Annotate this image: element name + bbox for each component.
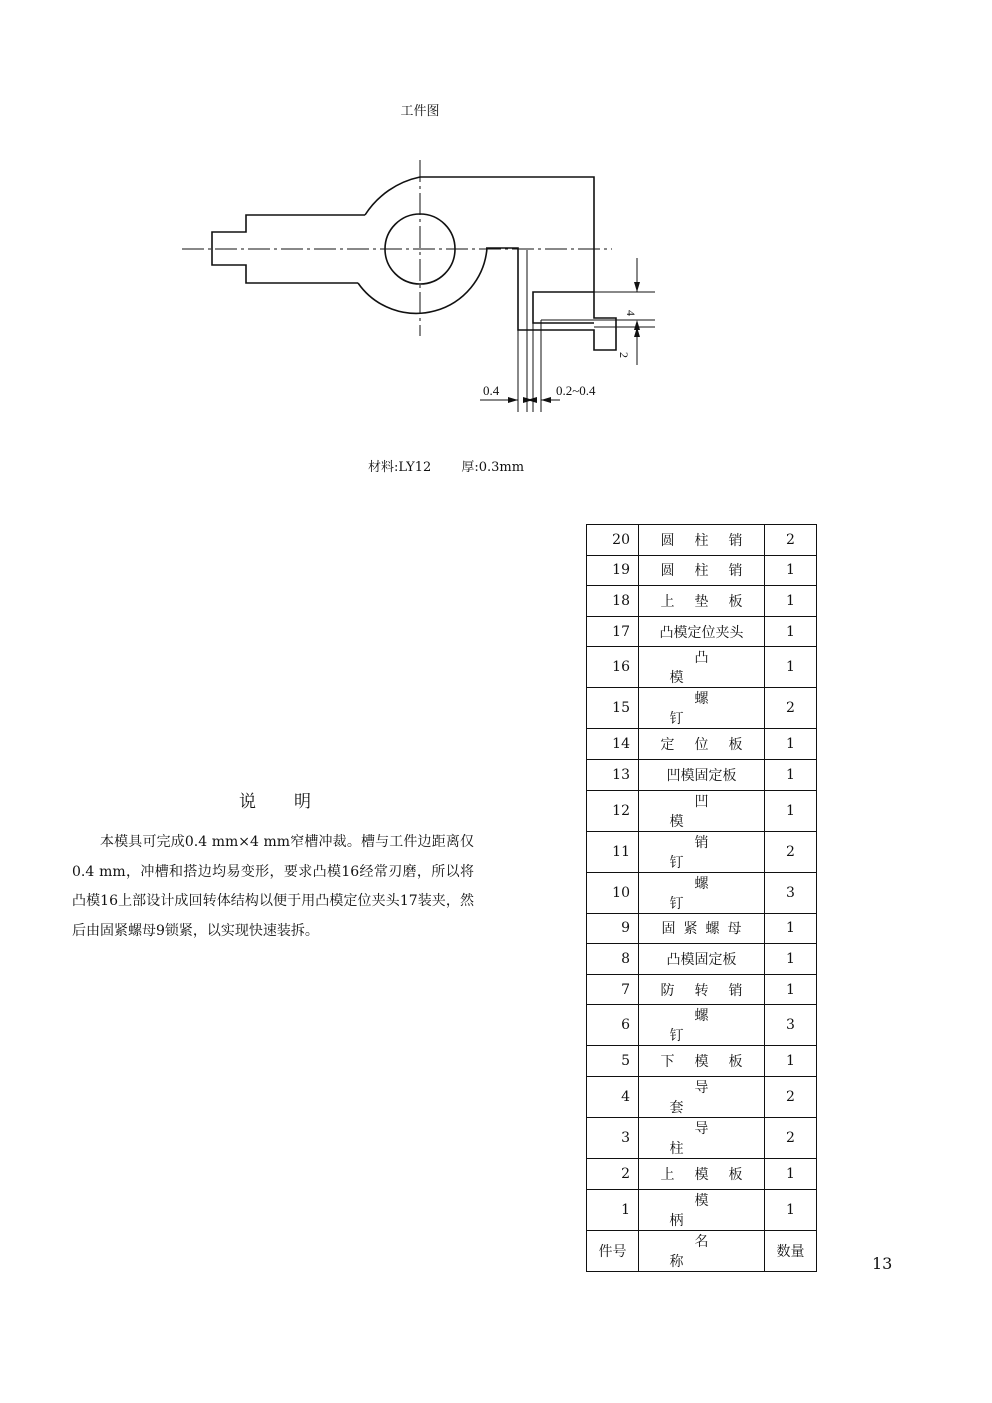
parts-cell-qty: 1 [765, 616, 817, 647]
parts-cell-num: 16 [587, 647, 639, 688]
parts-cell-name: 凸模固定板 [639, 944, 765, 975]
note-heading: 说明 [239, 792, 349, 812]
parts-cell-num: 2 [587, 1158, 639, 1189]
parts-cell-name: 圆柱销 [639, 555, 765, 586]
parts-cell-name: 凸模 [639, 647, 765, 688]
drawing-title: 工件图 [400, 104, 440, 119]
table-row [587, 872, 817, 913]
parts-cell-qty: 1 [765, 555, 817, 586]
parts-cell-num: 18 [587, 586, 639, 617]
parts-cell-name: 固紧螺母 [639, 913, 765, 944]
table-row [587, 1158, 817, 1189]
parts-header-num: 件号 [587, 1230, 639, 1271]
parts-cell-name: 圆柱销 [639, 525, 765, 556]
parts-cell-qty: 1 [765, 1189, 817, 1230]
parts-cell-num: 11 [587, 831, 639, 872]
parts-cell-name: 凹模固定板 [639, 759, 765, 790]
parts-cell-qty: 2 [765, 831, 817, 872]
parts-cell-num: 10 [587, 872, 639, 913]
dim-4: 4 [624, 310, 638, 316]
parts-cell-name: 导套 [639, 1076, 765, 1117]
parts-cell-name: 螺钉 [639, 872, 765, 913]
table-row [587, 974, 817, 1005]
parts-cell-num: 13 [587, 759, 639, 790]
parts-cell-qty: 2 [765, 1076, 817, 1117]
parts-cell-qty: 1 [765, 944, 817, 975]
table-row [587, 1189, 817, 1230]
parts-cell-qty: 2 [765, 688, 817, 729]
parts-cell-num: 7 [587, 974, 639, 1005]
parts-cell-qty: 1 [765, 759, 817, 790]
parts-cell-qty: 1 [765, 1046, 817, 1077]
table-row [587, 647, 817, 688]
table-row [587, 688, 817, 729]
parts-table [586, 524, 817, 1272]
table-row [587, 555, 817, 586]
parts-cell-num: 1 [587, 1189, 639, 1230]
dim-0-4: 0.4 [483, 383, 500, 398]
parts-cell-num: 5 [587, 1046, 639, 1077]
parts-cell-name: 螺钉 [639, 1005, 765, 1046]
parts-cell-name: 销钉 [639, 831, 765, 872]
table-row [587, 790, 817, 831]
parts-cell-name: 定位板 [639, 729, 765, 760]
dim-2: 2 [617, 352, 631, 358]
parts-cell-qty: 2 [765, 525, 817, 556]
parts-cell-name: 防转销 [639, 974, 765, 1005]
parts-cell-num: 19 [587, 555, 639, 586]
parts-cell-qty: 1 [765, 913, 817, 944]
table-row [587, 913, 817, 944]
parts-cell-qty: 1 [765, 586, 817, 617]
table-header-row [587, 1230, 817, 1271]
page-number: 13 [872, 1254, 893, 1273]
parts-cell-num: 9 [587, 913, 639, 944]
table-row [587, 1117, 817, 1158]
material-caption [368, 456, 524, 475]
table-row [587, 1046, 817, 1077]
parts-cell-qty: 3 [765, 1005, 817, 1046]
table-row [587, 525, 817, 556]
table-row [587, 616, 817, 647]
parts-cell-num: 20 [587, 525, 639, 556]
table-row [587, 729, 817, 760]
parts-header-qty: 数量 [765, 1230, 817, 1271]
table-row [587, 586, 817, 617]
parts-cell-num: 8 [587, 944, 639, 975]
parts-cell-qty: 1 [765, 790, 817, 831]
thickness-label: 厚:0.3mm [461, 460, 525, 475]
table-row [587, 1076, 817, 1117]
parts-cell-name: 模柄 [639, 1189, 765, 1230]
material-label: 材料:LY12 [368, 460, 432, 475]
parts-cell-num: 4 [587, 1076, 639, 1117]
parts-cell-qty: 3 [765, 872, 817, 913]
parts-cell-qty: 2 [765, 1117, 817, 1158]
parts-cell-qty: 1 [765, 974, 817, 1005]
parts-header-name: 名称 [639, 1230, 765, 1271]
parts-cell-qty: 1 [765, 647, 817, 688]
table-row [587, 831, 817, 872]
note-body: 本模具可完成0.4 mm×4 mm窄槽冲裁。槽与工件边距离仅0.4 mm，冲槽和搭边均易变形，要求凸模16经常刃磨，所以将凸模16上部设计成回转体结构以便于用凸模定位夹头17装夹，然后由固紧螺母9锁紧，以实现快速装拆。 [72, 834, 474, 939]
parts-cell-name: 上模板 [639, 1158, 765, 1189]
dim-0-2-0-4: 0.2~0.4 [556, 383, 596, 398]
parts-cell-num: 15 [587, 688, 639, 729]
parts-cell-num: 17 [587, 616, 639, 647]
parts-cell-num: 6 [587, 1005, 639, 1046]
table-row [587, 759, 817, 790]
parts-cell-qty: 1 [765, 1158, 817, 1189]
parts-cell-num: 14 [587, 729, 639, 760]
parts-cell-name: 凹模 [639, 790, 765, 831]
parts-cell-name: 凸模定位夹头 [639, 616, 765, 647]
parts-cell-num: 12 [587, 790, 639, 831]
parts-cell-name: 下模板 [639, 1046, 765, 1077]
table-row [587, 1005, 817, 1046]
parts-cell-name: 导柱 [639, 1117, 765, 1158]
parts-cell-qty: 1 [765, 729, 817, 760]
parts-cell-name: 螺钉 [639, 688, 765, 729]
table-row [587, 944, 817, 975]
parts-cell-name: 上垫板 [639, 586, 765, 617]
workpiece-drawing [0, 0, 992, 520]
parts-cell-num: 3 [587, 1117, 639, 1158]
